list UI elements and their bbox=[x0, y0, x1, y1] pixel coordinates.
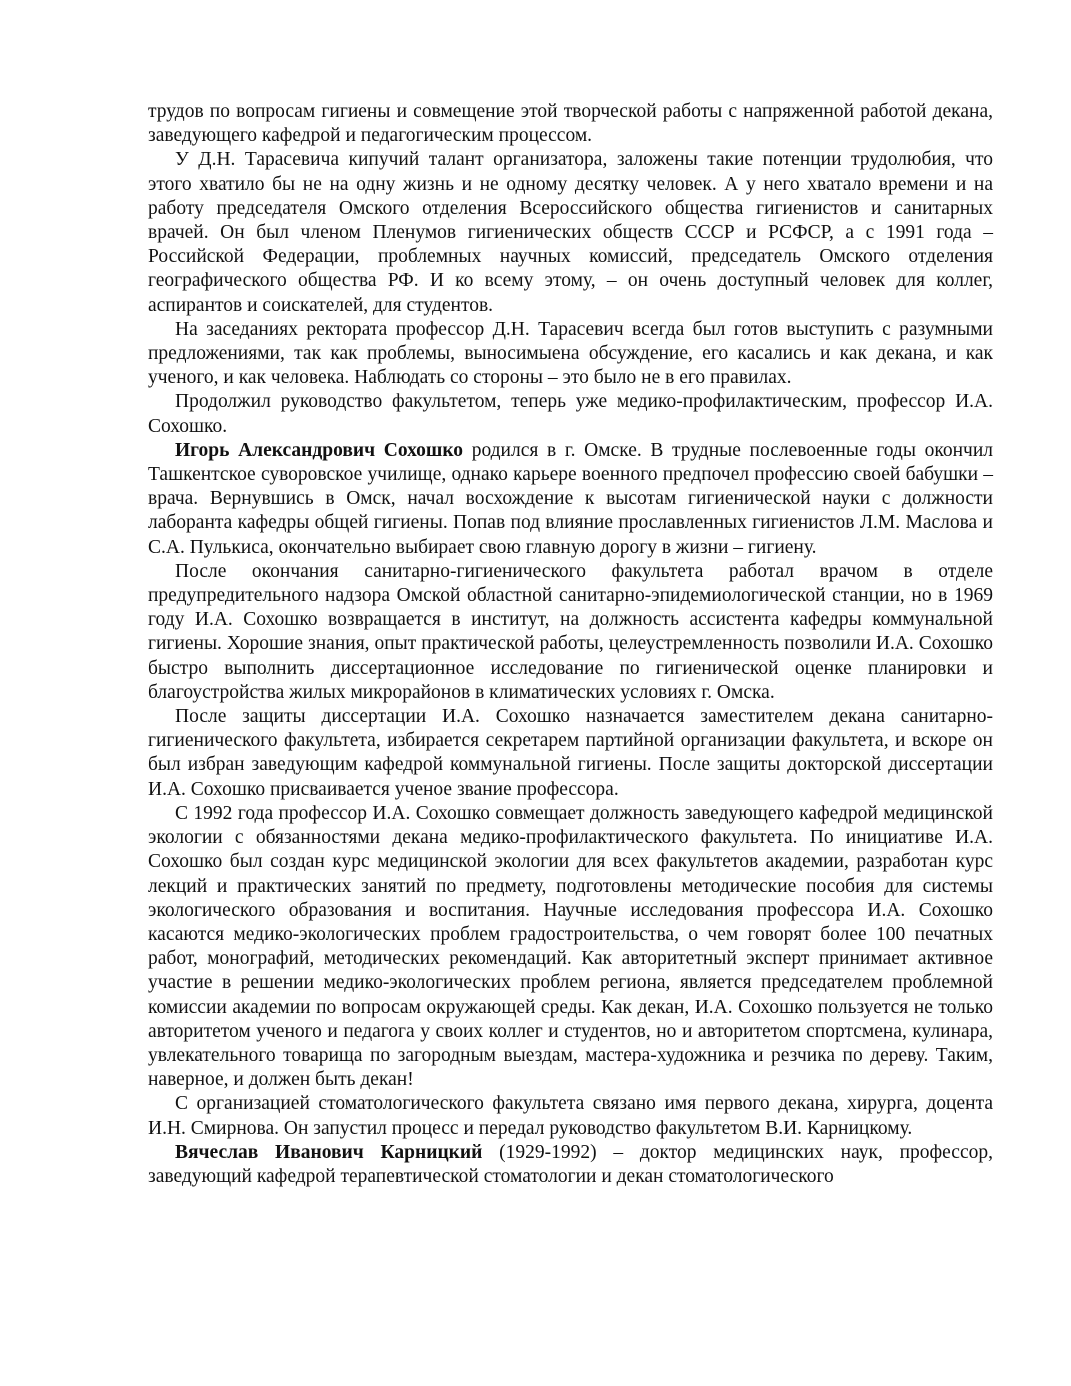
paragraph-text: Продолжил руководство факультетом, теперь уже медико-профилактическим, профессор И.А. Сохошко. bbox=[148, 391, 993, 437]
paragraph-8 bbox=[148, 802, 993, 1092]
paragraph-text: (1929-1992) – доктор медицинских наук, профессор, заведующий кафедрой терапевтической стоматологии и декан стоматологического bbox=[148, 1141, 993, 1187]
paragraph-text: После окончания санитарно-гигиенического факультета работал врачом в отделе предупредительного надзора Омской областной санитарно-эпидемиологической станции, но в 1969 году И.А. Сохошко возвращается в институт, на должность ассистента кафедры коммунальной гигиены. Хорошие знания, опыт практической работы, целеустремленность позволили И.А. Сохошко быстро выполнить диссертационное исследование по гигиенической оценке планировки и благоустройства жилых микрорайонов в климатических условиях г. Омска. bbox=[148, 560, 993, 703]
paragraph-text: С 1992 года профессор И.А. Сохошко совмещает должность заведующего кафедрой медицинской экологии с обязанностями декана медико-профилактического факультета. По инициативе И.А. Сохошко был создан курс медицинской экологии для всех факультетов академии, разработан курс лекций и практических занятий по предмету, подготовлены методические пособия для системы экологического образования и воспитания. Научные исследования профессора И.А. Сохошко касаются медико-экологических проблем градостроительства, о чем говорят более 100 печатных работ, монографий, методических рекомендаций. Как авторитетный эксперт принимает активное участие в решении медико-экологических проблем региона, является председателем проблемной комиссии академии по вопросам окружающей среды. Как декан, И.А. Сохошко пользуется не только авторитетом ученого и педагога у своих коллег и студентов, но и авторитетом спортсмена, кулинара, увлекательного товарища по загородным выездам, мастера-художника и резчика по дереву. Таким, наверное, и должен быть декан! bbox=[148, 802, 993, 1091]
paragraph-text: После защиты диссертации И.А. Сохошко назначается заместителем декана санитарно-гигиенического факультета, избирается секретарем партийной организации факультета, и вскоре он был избран заведующим кафедрой коммунальной гигиены. После защиты докторской диссертации И.А. Сохошко присваивается ученое звание профессора. bbox=[148, 706, 993, 800]
paragraph-2 bbox=[148, 148, 993, 317]
paragraph-text: У Д.Н. Тарасевича кипучий талант организатора, заложены такие потенции трудолюбия, что этого хватило бы не на одну жизнь и не одному десятку человек. А у него хватало времени и на работу председателя Омского отделения Всероссийского общества гигиенистов и санитарных врачей. Он был членом Пленумов гигиенических обществ СССР и РСФСР, а с 1991 года – Российской Федерации, проблемных научных комиссий, председатель Омского отделения географического общества РФ. И ко всему этому, – он очень доступный человек для коллег, аспирантов и соискателей, для студентов. bbox=[148, 149, 993, 316]
paragraph-text: трудов по вопросам гигиены и совмещение этой творческой работы с напряженной работой декана, заведующего кафедрой и педагогическим процессом. bbox=[148, 101, 993, 147]
paragraph-4 bbox=[148, 390, 993, 438]
paragraph-5 bbox=[148, 439, 993, 560]
person-name: Вячеслав Иванович Карницкий bbox=[175, 1141, 483, 1163]
paragraph-10 bbox=[148, 1141, 993, 1189]
paragraph-text: На заседаниях ректората профессор Д.Н. Тарасевич всегда был готов выступить с разумными предложениями, так как проблемы, выносимыена обсуждение, его касались и как декана, и как ученого, и как человека. Наблюдать со стороны – это было не в его правилах. bbox=[148, 318, 993, 389]
paragraph-text: С организацией стоматологического факультета связано имя первого декана, хирурга, доцента И.Н. Смирнова. Он запустил процесс и передал руководство факультетом В.И. Карницкому. bbox=[148, 1093, 993, 1139]
paragraph-6 bbox=[148, 560, 993, 705]
paragraph-9 bbox=[148, 1092, 993, 1140]
document-page bbox=[148, 100, 993, 1189]
paragraph-text: родился в г. Омске. В трудные послевоенные годы окончил Ташкентское суворовское училище, однако карьере военного предпочел профессию своей бабушки – врача. Вернувшись в Омск, начал восхождение к высотам гигиенической науки с должности лаборанта кафедры общей гигиены. Попав под влияние прославленных гигиенистов Л.М. Маслова и С.А. Пулькиса, окончательно выбирает свою главную дорогу в жизни – гигиену. bbox=[148, 439, 993, 558]
paragraph-7 bbox=[148, 705, 993, 802]
paragraph-3 bbox=[148, 318, 993, 391]
person-name: Игорь Александрович Сохошко bbox=[175, 439, 464, 461]
paragraph-1 bbox=[148, 100, 993, 148]
